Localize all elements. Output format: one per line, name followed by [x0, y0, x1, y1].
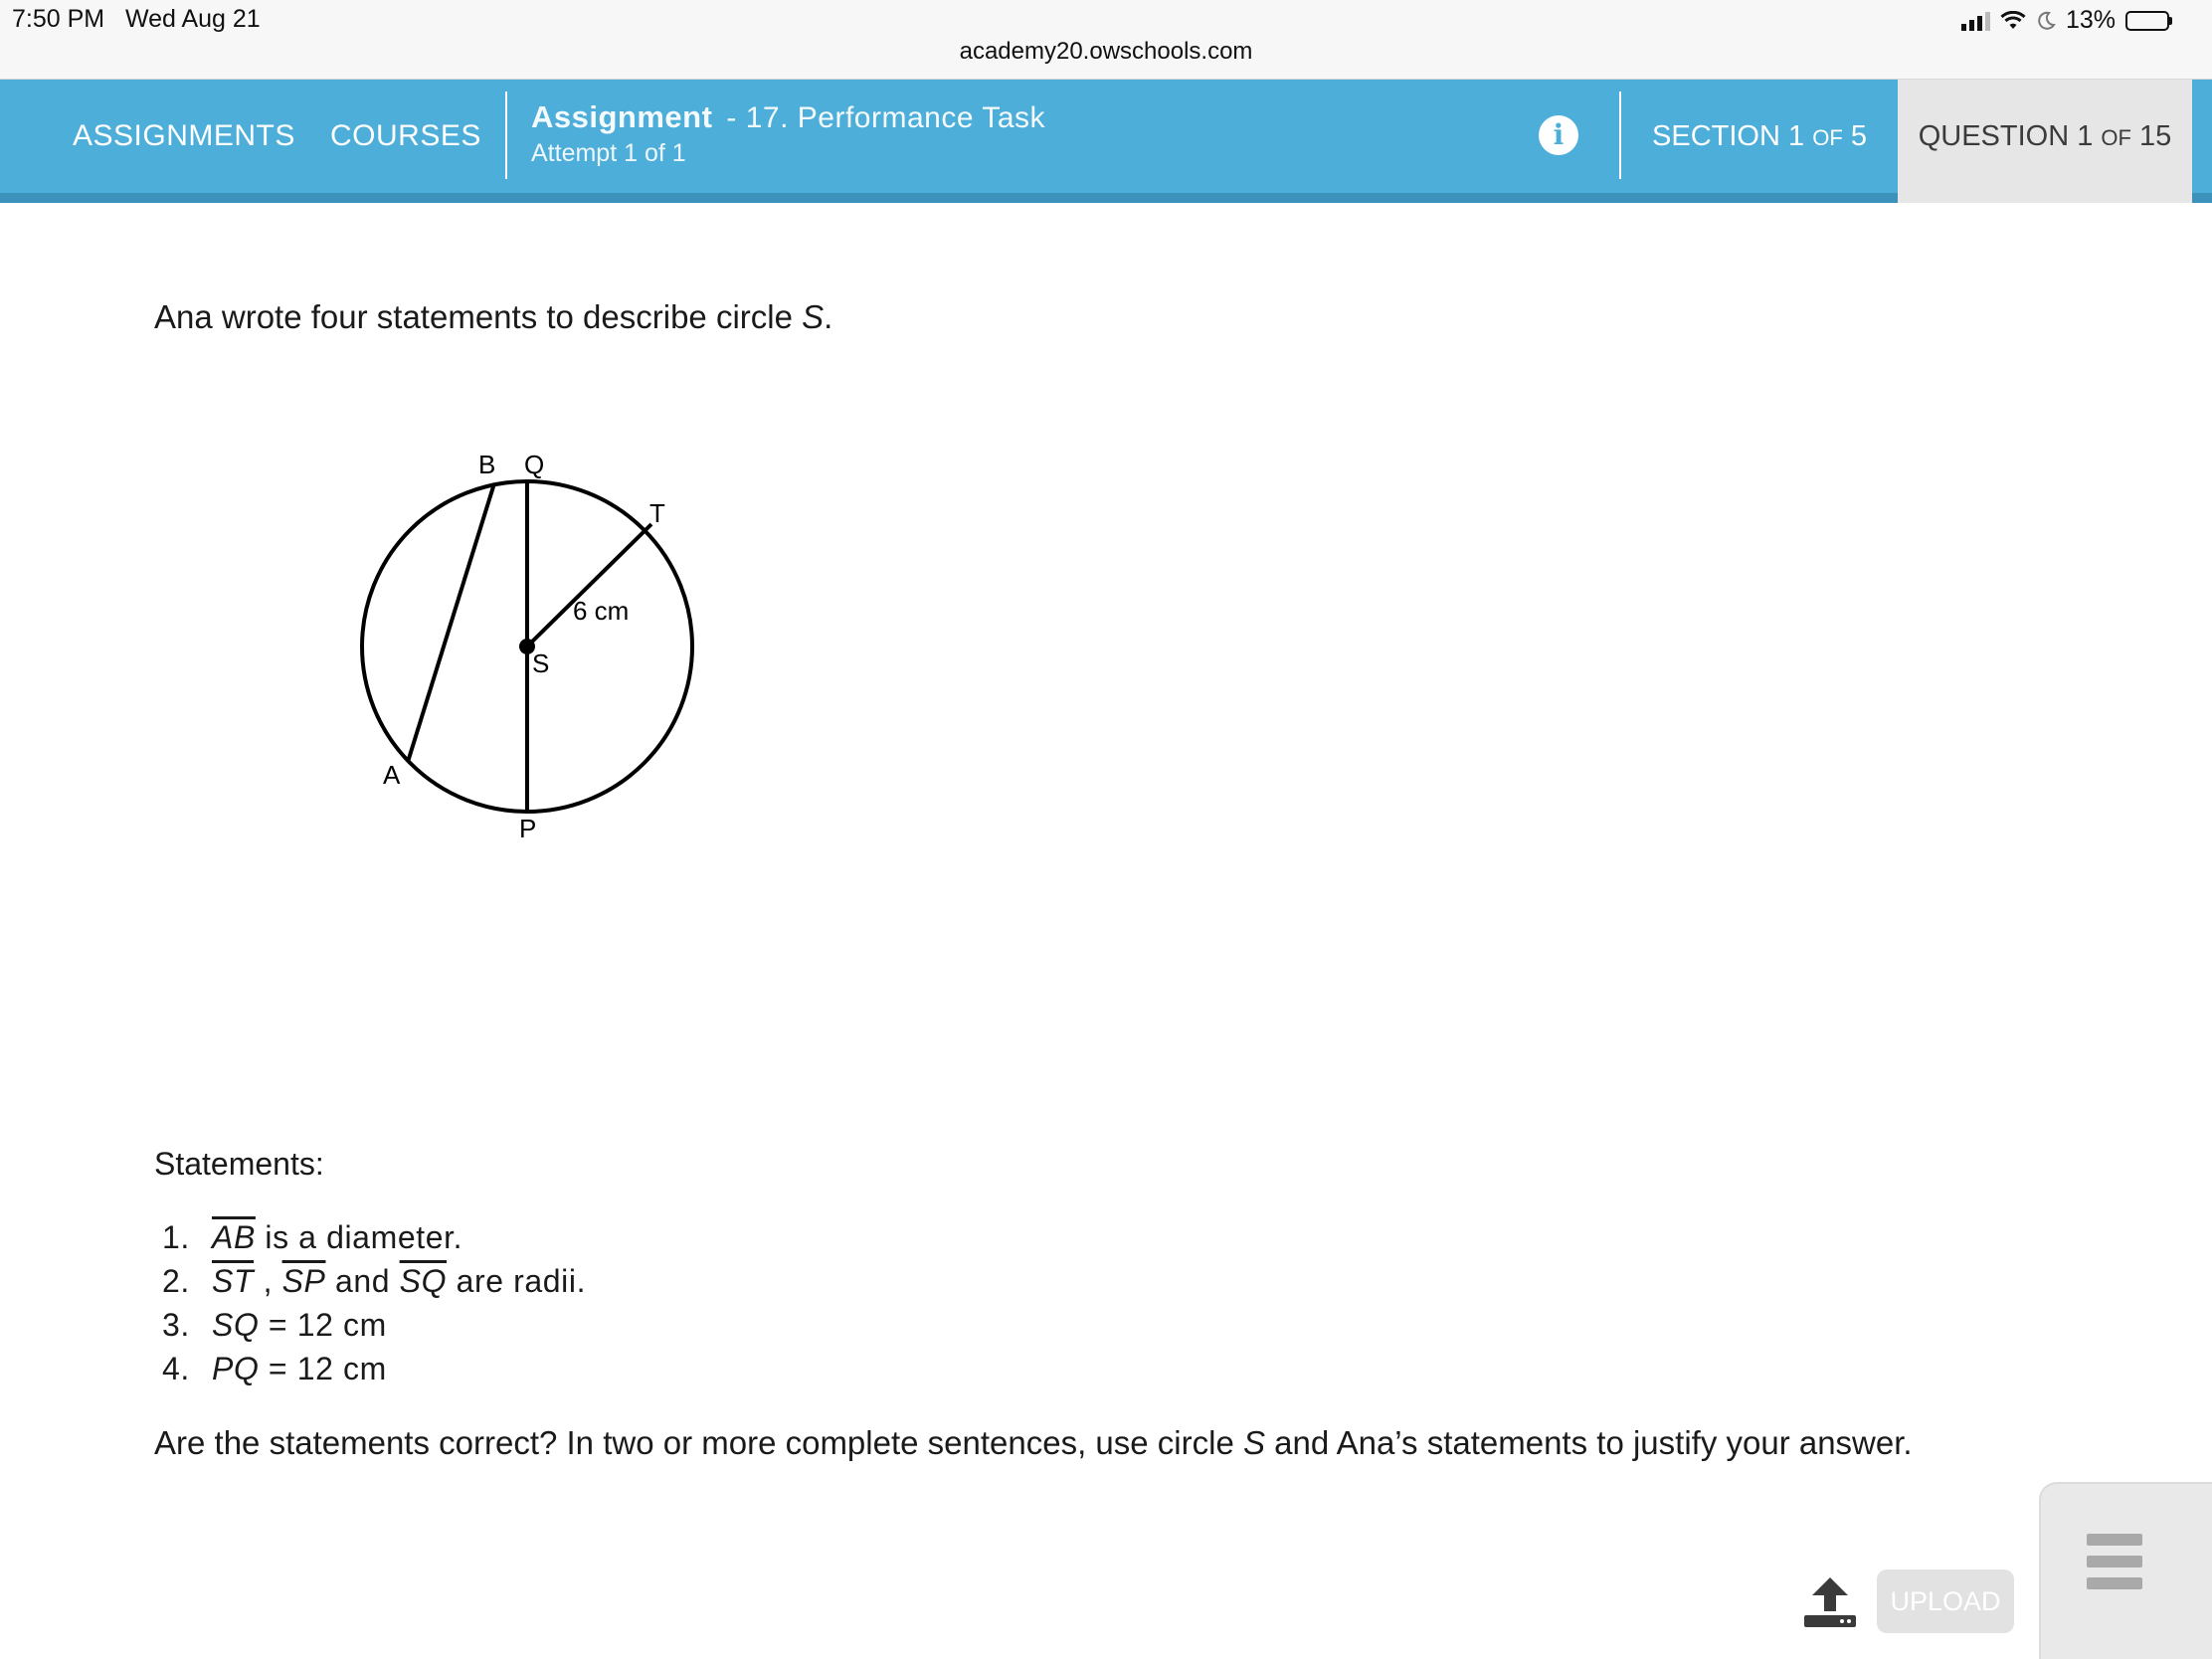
url-bar[interactable]: academy20.owschools.com: [959, 38, 1253, 65]
do-not-disturb-moon-icon: [2036, 11, 2056, 31]
radius-st: [527, 524, 651, 646]
assignment-title-block: [531, 99, 1045, 168]
info-icon[interactable]: i: [1539, 115, 1578, 155]
assignment-header: [0, 80, 2212, 203]
nav-courses[interactable]: COURSES: [330, 119, 481, 152]
assignment-name: - 17. Performance Task: [726, 101, 1046, 134]
nav-assignments[interactable]: ASSIGNMENTS: [73, 119, 295, 152]
statement-1: 1. $\overline{AB}$ is a diameter.: [162, 1219, 463, 1255]
upload-icon[interactable]: [1802, 1575, 1858, 1631]
label-radius: 6 cm: [573, 596, 630, 626]
status-time-date: [12, 5, 261, 34]
statement-4: 4. PQ = 12 cm: [162, 1351, 387, 1386]
status-time: 7:50 PM: [12, 5, 105, 33]
circle-s-figure: [343, 446, 761, 843]
attempt-counter: Attempt 1 of 1: [531, 139, 686, 167]
label-b: B: [478, 450, 496, 479]
circle-name: S: [802, 298, 825, 335]
status-date: Wed Aug 21: [124, 5, 261, 33]
label-a: A: [383, 760, 401, 790]
section-current: 1: [1788, 120, 1805, 152]
statement-3: 3. SQ = 12 cm: [162, 1307, 387, 1343]
menu-icon: [2087, 1534, 2142, 1599]
question-indicator[interactable]: QUESTION 1 OF 15: [1898, 80, 2192, 203]
ios-status-bar: [0, 0, 2212, 80]
cellular-signal-icon: [1961, 11, 1990, 31]
section-total: 5: [1850, 120, 1867, 152]
upload-button[interactable]: UPLOAD: [1877, 1569, 2014, 1633]
question-instructions: Are the statements correct? In two or more complete sentences, use circle S and Ana’s statements to justify your answer.: [154, 1424, 1913, 1461]
section-indicator[interactable]: SECTION 1 OF 5: [1652, 120, 1867, 152]
label-t: T: [649, 498, 665, 528]
side-menu-tab[interactable]: [2039, 1482, 2212, 1659]
label-q: Q: [524, 450, 545, 479]
statement-2: 2. $\overline{ST}$ , $\overline{SP}$ and $\overline{SQ}$ are radii.: [162, 1263, 587, 1299]
question-total: 15: [2139, 120, 2172, 152]
assignment-label: Assignment: [531, 99, 713, 134]
wifi-icon: [2000, 11, 2026, 31]
question-current: 1: [2077, 120, 2094, 152]
question-content: [154, 298, 1944, 1461]
question-prompt: Ana wrote four statements to describe circle S.: [154, 298, 833, 335]
label-p: P: [519, 814, 537, 843]
statements-title: Statements:: [154, 1146, 324, 1182]
status-indicators: [1961, 6, 2172, 35]
battery-icon: [2125, 11, 2172, 31]
statements-list: [162, 1215, 586, 1390]
battery-percent: 13%: [2065, 6, 2116, 34]
header-divider: [505, 92, 507, 179]
chord-ab: [408, 483, 494, 762]
label-s: S: [532, 648, 550, 678]
